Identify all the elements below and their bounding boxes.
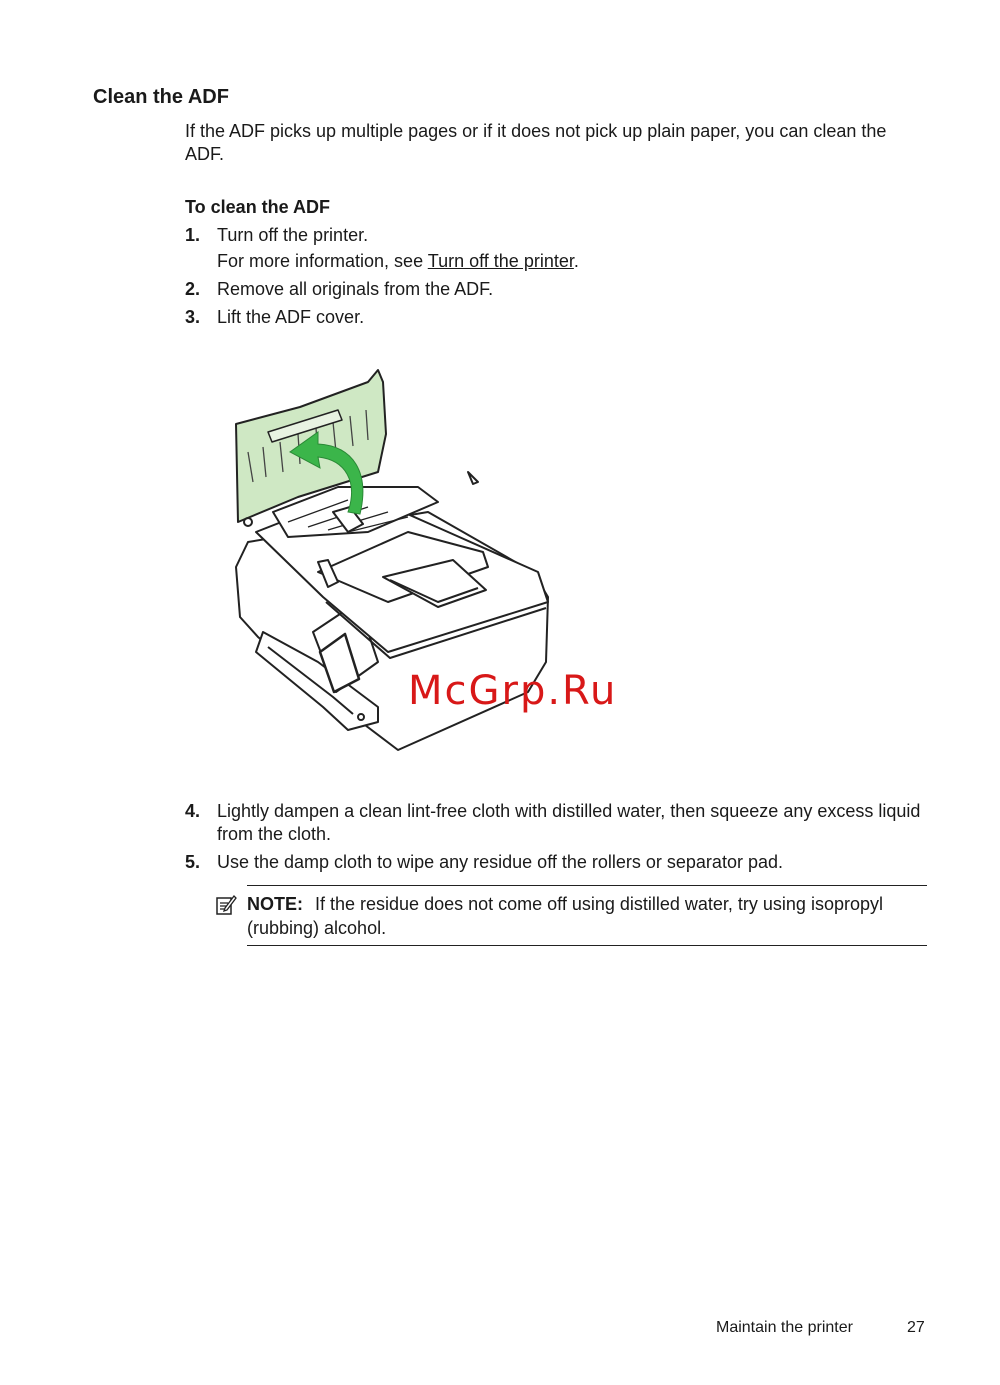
step-text: Lightly dampen a clean lint-free cloth with distilled water, then squeeze any excess liquid from the cloth. bbox=[217, 801, 921, 844]
step-text: Turn off the printer. bbox=[217, 225, 369, 245]
step-3 bbox=[185, 306, 930, 330]
note-label: NOTE: bbox=[247, 894, 303, 914]
step-number: 4. bbox=[185, 801, 201, 821]
note-top-rule bbox=[247, 885, 927, 886]
note-bottom-rule bbox=[247, 945, 927, 946]
step-1 bbox=[185, 224, 930, 274]
step-number: 1. bbox=[185, 225, 201, 245]
note-icon bbox=[215, 894, 237, 916]
step-number: 2. bbox=[185, 279, 201, 299]
step-text: Use the damp cloth to wipe any residue off the rollers or separator pad. bbox=[217, 852, 783, 872]
section-title: Clean the ADF bbox=[93, 86, 229, 108]
step-4 bbox=[185, 800, 930, 848]
intro-paragraph: If the ADF picks up multiple pages or if it does not pick up plain paper, you can clean the ADF. bbox=[185, 121, 887, 164]
note-box bbox=[215, 884, 927, 946]
footer-chapter-title: Maintain the printer bbox=[716, 1319, 853, 1336]
note-text: If the residue does not come off using distilled water, try using isopropyl (rubbing) alcohol. bbox=[247, 894, 883, 938]
procedure-title: To clean the ADF bbox=[185, 197, 331, 217]
more-info-suffix: . bbox=[573, 251, 579, 271]
step-2 bbox=[185, 278, 930, 302]
turn-off-printer-link[interactable]: Turn off the printer bbox=[427, 251, 574, 271]
footer-page-number: 27 bbox=[907, 1319, 925, 1336]
more-info-prefix: For more information, see bbox=[217, 251, 428, 271]
step-5 bbox=[185, 851, 930, 875]
step-number: 5. bbox=[185, 852, 201, 872]
step-number: 3. bbox=[185, 307, 201, 327]
step-text: Lift the ADF cover. bbox=[217, 307, 365, 327]
watermark: McGrp.Ru bbox=[408, 668, 618, 714]
step-text: Remove all originals from the ADF. bbox=[217, 279, 494, 299]
